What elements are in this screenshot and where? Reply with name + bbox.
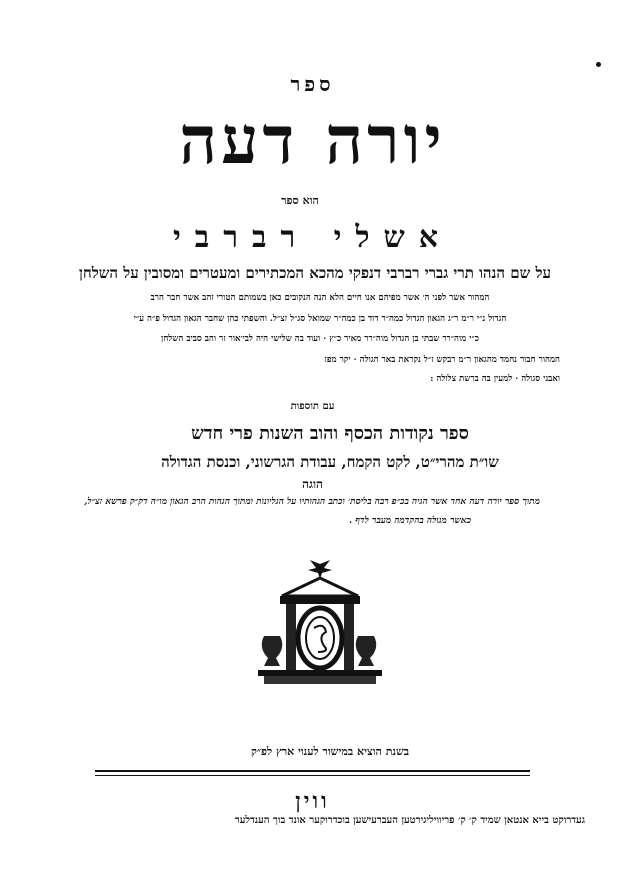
additions-line-1: ספר נקודות הכסף והוב השנות פרי חדש [191,423,469,444]
description-line-4: כ״י מוה״רר שבתי בן הגדול מוה״רר מאיר כ״ץ · ועוד בה שלישי היה לבי׳אור זר והב סביב השלחן [161,334,479,344]
hugah-label: הוגה [302,477,323,491]
description-line-5: המהור חבור נחמד מהגאון ר״מ רבקש ז״ל נקראת באר הגולה · יקר מפז [324,355,560,365]
description-line-3: הגדול נ״י ר״מ ר״ג הגאון הגדול כמה״ר דוד בן כמה״ר שמואל סג״ל זצ״ל. והשפתי כהן שחבר הגאון הגדול פ״ה ע״י [133,314,507,324]
description-line-2: המהור אשר לפני ה׳ אשר מפיהם אנו חיים הלא הנה הנקובים כאן בשמותם הטורי זהב אשר חבר הרב [150,293,490,303]
im-tosafot-label: עם תוספות [290,401,335,412]
hu-sefer-label: הוא ספר [281,194,319,207]
printer-line: געדרוקט בייא אנטאן שמיד ק׳ ק׳ פריוויליגירטען העברעישען בוכדרוקער אונד בוך הענדלער [234,815,585,826]
book-title: יורה דעה [179,101,446,179]
description-line-6: ואבני סגולה · למעין בה ברשת צלולה : [430,374,560,384]
additions-line-2: שו״ת מהרי״ט, לקט הקמח, עבודת הגרשוני, וכנסת הגדולה [161,453,499,471]
sefer-label: ספר [290,72,335,96]
publication-year-line: בשנת הוציא במישור לענוי ארץ לפ״ק [250,745,410,758]
publication-city: ווין [295,788,330,814]
book-subtitle: אשלי רברבי [172,220,453,255]
edition-note-2: כאשר מגולה בהקדמה מעבר לדף . [349,516,471,526]
divider-rule [95,770,530,772]
edition-note-1: מתוך ספר יורה דעה אחד אשר הגיה בכ״פ רבה בליסת׳ וכתב הגהותיו על הגליונות ומתוך הגהות הרב הגאון מו״ה דק״ק פרשא זצ״ל, [84,497,540,507]
divider-rule-thin [95,775,530,776]
description-line-1: על שם הנהו תרי גברי רברבי דנפקי מהכא המכתירים ומעטרים ומסובין על השלחן [79,264,551,282]
printer-emblem-icon [250,558,390,688]
ink-speck [596,62,601,67]
